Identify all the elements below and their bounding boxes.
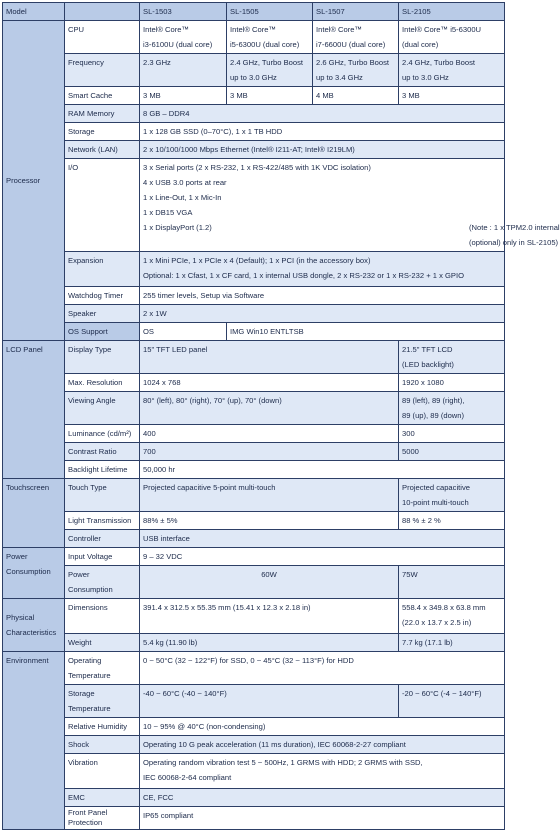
cpu-brand: Intel® Core™ <box>143 25 190 34</box>
category-processor: Processor <box>3 21 65 341</box>
io-content <box>143 160 560 250</box>
dimensions-15: 391.4 x 312.5 x 55.35 mm (15.41 x 12.3 x 2.18 in) <box>140 599 399 634</box>
row-backlight <box>3 461 505 479</box>
row-emc <box>3 789 505 807</box>
frequency-sl-1503: 2.3 GHz <box>140 54 227 87</box>
row-input-voltage <box>3 548 505 566</box>
row-front-panel <box>3 807 505 830</box>
humidity-value: 10 ~ 95% @ 40°C (non-condensing) <box>140 718 505 736</box>
dimensions-21 <box>399 599 505 634</box>
expansion-default: 1 x Mini PCIe, 1 x PCIe x 4 (Default); 1 x PCI (in the accessory box) <box>143 256 371 265</box>
label-backlight: Backlight Lifetime <box>65 461 140 479</box>
row-speaker <box>3 305 505 323</box>
expansion-optional: Optional: 1 x Cfast, 1 x CF card, 1 x internal USB dongle, 2 x RS-232 or 1 x RS-232 + 1 x GPIO <box>143 271 464 280</box>
power-consumption-15: 60W <box>140 566 399 599</box>
display-type-21-backlight: (LED backlight) <box>402 360 454 369</box>
model-sl-1505: SL-1505 <box>227 3 313 21</box>
row-contrast <box>3 443 505 461</box>
cache-sl-1505: 3 MB <box>227 87 313 105</box>
viewing-angle-21 <box>399 392 505 425</box>
label-touch-type: Touch Type <box>65 479 140 512</box>
touch-type-15: Projected capacitive 5-point multi-touch <box>140 479 399 512</box>
row-touch-type <box>3 479 505 512</box>
contrast-15: 700 <box>140 443 399 461</box>
cpu-brand: Intel® Core™ <box>230 25 277 34</box>
display-type-21-panel: 21.5" TFT LCD <box>402 345 453 354</box>
storage-temp-15: -40 ~ 60°C (-40 ~ 140°F) <box>140 685 399 718</box>
label-light-transmission: Light Transmission <box>65 512 140 530</box>
label-emc: EMC <box>65 789 140 807</box>
category-environment: Environment <box>3 652 65 830</box>
front-panel-value: IP65 compliant <box>140 807 505 830</box>
display-type-15: 15" TFT LED panel <box>140 341 399 374</box>
row-dimensions <box>3 599 505 634</box>
io-displayport: 1 x DisplayPort (1.2) <box>143 223 212 232</box>
storage-value: 1 x 128 GB SSD (0–70°C), 1 x 1 TB HDD <box>140 123 505 141</box>
category-power-consumption <box>3 548 65 599</box>
io-note-line <box>143 235 559 250</box>
weight-15: 5.4 kg (11.90 lb) <box>140 634 399 652</box>
label-weight: Weight <box>65 634 140 652</box>
storage-temp-21: -20 ~ 60°C (-4 ~ 140°F) <box>399 685 505 718</box>
label-operating-temp <box>65 652 140 685</box>
row-light-transmission <box>3 512 505 530</box>
touch-type-21-points: 10-point multi-touch <box>402 498 469 507</box>
label-storage: Storage <box>65 123 140 141</box>
row-io <box>3 159 505 252</box>
label-cpu: CPU <box>65 21 140 54</box>
vibration-standard: IEC 60068-2-64 compliant <box>143 773 232 782</box>
model-sl-2105: SL-2105 <box>399 3 505 21</box>
category-power-line1: Power <box>6 552 28 561</box>
label-power-line1: Power <box>68 570 90 579</box>
label-network: Network (LAN) <box>65 141 140 159</box>
ram-value: 8 GB – DDR4 <box>140 105 505 123</box>
io-usb: 4 x USB 3.0 ports at rear <box>143 178 227 187</box>
expansion-value <box>140 252 505 287</box>
label-io: I/O <box>65 159 140 252</box>
row-network <box>3 141 505 159</box>
row-power-consumption <box>3 566 505 599</box>
label-resolution: Max. Resolution <box>65 374 140 392</box>
vibration-value <box>140 754 505 789</box>
transmission-15: 88% ± 5% <box>140 512 399 530</box>
label-op-temp-line2: Temperature <box>68 671 111 680</box>
viewing-angle-21-vertical: 89 (up), 89 (down) <box>402 411 465 420</box>
viewing-angle-15: 80° (left), 80° (right), 70° (up), 70° (down) <box>140 392 399 425</box>
label-storage-temp-line1: Storage <box>68 689 95 698</box>
row-ram <box>3 105 505 123</box>
category-touchscreen: Touchscreen <box>3 479 65 548</box>
io-vga: 1 x DB15 VGA <box>143 208 193 217</box>
row-vibration <box>3 754 505 789</box>
label-ram: RAM Memory <box>65 105 140 123</box>
row-storage-temp <box>3 685 505 718</box>
row-resolution <box>3 374 505 392</box>
controller-value: USB interface <box>140 530 505 548</box>
cpu-sl-2105 <box>399 21 505 54</box>
label-storage-temp <box>65 685 140 718</box>
spec-table <box>2 2 560 830</box>
resolution-15: 1024 x 768 <box>140 374 399 392</box>
label-expansion: Expansion <box>65 252 140 287</box>
frequency-sl-1505 <box>227 54 313 87</box>
label-front-line1: Front Panel <box>68 808 108 817</box>
category-power-line2: Consumption <box>6 567 51 576</box>
frequency-base: 2.4 GHz, Turbo Boost <box>402 58 476 67</box>
emc-value: CE, FCC <box>140 789 505 807</box>
dimensions-21-in: (22.0 x 13.7 x 2.5 in) <box>402 618 472 627</box>
label-power-consumption <box>65 566 140 599</box>
category-lcd-panel: LCD Panel <box>3 341 65 479</box>
cache-sl-1507: 4 MB <box>313 87 399 105</box>
frequency-turbo: up to 3.0 GHz <box>402 73 449 82</box>
row-cpu <box>3 21 505 54</box>
label-dimensions: Dimensions <box>65 599 140 634</box>
label-front-panel <box>65 807 140 830</box>
cache-sl-2105: 3 MB <box>399 87 505 105</box>
watchdog-value: 255 timer levels, Setup via Software <box>140 287 505 305</box>
io-tpm-note: (Note : 1 x TPM2.0 internal <box>469 223 560 232</box>
io-tpm-note-cont: (optional) only in SL-2105) <box>469 238 559 247</box>
label-contrast: Contrast Ratio <box>65 443 140 461</box>
power-consumption-21: 75W <box>399 566 505 599</box>
label-frequency: Frequency <box>65 54 140 87</box>
viewing-angle-21-horizontal: 89 (left), 89 (right), <box>402 396 465 405</box>
label-viewing-angle: Viewing Angle <box>65 392 140 425</box>
transmission-21: 88 % ± 2 % <box>399 512 505 530</box>
io-value <box>140 159 560 252</box>
dimensions-21-mm: 558.4 x 349.8 x 63.8 mm <box>402 603 486 612</box>
speaker-value: 2 x 1W <box>140 305 505 323</box>
header-spacer <box>65 3 140 21</box>
display-type-21 <box>399 341 505 374</box>
backlight-value: 50,000 hr <box>140 461 505 479</box>
resolution-21: 1920 x 1080 <box>399 374 505 392</box>
header-row <box>3 3 505 21</box>
label-front-line2: Protection <box>68 818 103 827</box>
luminance-21: 300 <box>399 425 505 443</box>
row-weight <box>3 634 505 652</box>
row-watchdog <box>3 287 505 305</box>
label-shock: Shock <box>65 736 140 754</box>
label-smart-cache: Smart Cache <box>65 87 140 105</box>
cpu-brand: Intel® Core™ <box>316 25 363 34</box>
row-viewing-angle <box>3 392 505 425</box>
cpu-model: i5-6300U (dual core) <box>230 40 300 49</box>
cpu-model: (dual core) <box>402 40 439 49</box>
cpu-model: i3-6100U (dual core) <box>143 40 213 49</box>
row-display-type <box>3 341 505 374</box>
model-sl-1507: SL-1507 <box>313 3 399 21</box>
row-controller <box>3 530 505 548</box>
io-displayport-line <box>143 220 560 235</box>
io-serial: 3 x Serial ports (2 x RS-232, 1 x RS-422/485 with 1K VDC isolation) <box>143 163 371 172</box>
label-watchdog: Watchdog Timer <box>65 287 140 305</box>
frequency-turbo: up to 3.4 GHz <box>316 73 363 82</box>
shock-value: Operating 10 G peak acceleration (11 ms duration), IEC 60068-2-27 compliant <box>140 736 505 754</box>
touch-type-21 <box>399 479 505 512</box>
io-audio: 1 x Line-Out, 1 x Mic-In <box>143 193 222 202</box>
label-storage-temp-line2: Temperature <box>68 704 111 713</box>
cpu-brand: Intel® Core™ i5-6300U <box>402 25 482 34</box>
frequency-turbo: up to 3.0 GHz <box>230 73 277 82</box>
category-physical-line1: Physical <box>6 613 35 622</box>
category-physical-line2: Characteristics <box>6 628 57 637</box>
touch-type-21-tech: Projected capacitive <box>402 483 470 492</box>
label-controller: Controller <box>65 530 140 548</box>
row-smart-cache <box>3 87 505 105</box>
label-power-line2: Consumption <box>68 585 113 594</box>
contrast-21: 5000 <box>399 443 505 461</box>
row-storage <box>3 123 505 141</box>
operating-temp-value: 0 ~ 50°C (32 ~ 122°F) for SSD, 0 ~ 45°C (32 ~ 113°F) for HDD <box>140 652 505 685</box>
category-os-support: OS Support <box>65 323 140 341</box>
cpu-sl-1507 <box>313 21 399 54</box>
model-header: Model <box>3 3 65 21</box>
frequency-base: 2.6 GHz, Turbo Boost <box>316 58 390 67</box>
cpu-sl-1505 <box>227 21 313 54</box>
model-sl-1503: SL-1503 <box>140 3 227 21</box>
row-humidity <box>3 718 505 736</box>
row-expansion <box>3 252 505 287</box>
row-os <box>3 323 505 341</box>
cpu-model: i7-6600U (dual core) <box>316 40 386 49</box>
row-operating-temp <box>3 652 505 685</box>
row-luminance <box>3 425 505 443</box>
label-display-type: Display Type <box>65 341 140 374</box>
label-humidity: Relative Humidity <box>65 718 140 736</box>
luminance-15: 400 <box>140 425 399 443</box>
network-value: 2 x 10/100/1000 Mbps Ethernet (Intel® I211-AT; Intel® I219LM) <box>140 141 505 159</box>
weight-21: 7.7 kg (17.1 lb) <box>399 634 505 652</box>
label-luminance: Luminance (cd/m²) <box>65 425 140 443</box>
frequency-base: 2.4 GHz, Turbo Boost <box>230 58 304 67</box>
row-shock <box>3 736 505 754</box>
frequency-sl-2105 <box>399 54 505 87</box>
frequency-sl-1507 <box>313 54 399 87</box>
label-input-voltage: Input Voltage <box>65 548 140 566</box>
cpu-sl-1503 <box>140 21 227 54</box>
category-physical <box>3 599 65 652</box>
vibration-test: Operating random vibration test 5 ~ 500Hz, 1 GRMS with HDD; 2 GRMS with SSD, <box>143 758 423 767</box>
os-value: IMG Win10 ENTLTSB <box>227 323 505 341</box>
label-vibration: Vibration <box>65 754 140 789</box>
label-speaker: Speaker <box>65 305 140 323</box>
cache-sl-1503: 3 MB <box>140 87 227 105</box>
row-frequency <box>3 54 505 87</box>
label-os: OS <box>140 323 227 341</box>
label-op-temp-line1: Operating <box>68 656 102 665</box>
input-voltage-value: 9 – 32 VDC <box>140 548 505 566</box>
